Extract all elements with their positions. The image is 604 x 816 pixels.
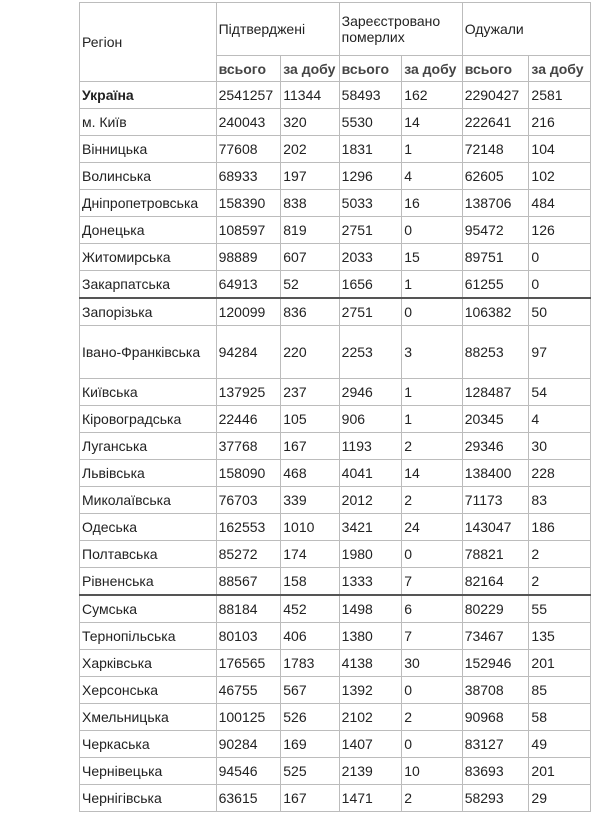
recovered-per-day-cell: 2581 bbox=[529, 82, 591, 109]
confirmed-total-cell: 158390 bbox=[216, 190, 281, 217]
recovered-total-cell: 143047 bbox=[462, 514, 529, 541]
deaths-per-day-cell: 14 bbox=[402, 109, 462, 136]
table-row bbox=[80, 568, 591, 596]
deaths-total-cell: 5033 bbox=[339, 190, 402, 217]
region-cell: Львівська bbox=[80, 460, 217, 487]
covid-stats-table bbox=[79, 2, 591, 812]
deaths-per-day-cell: 14 bbox=[402, 460, 462, 487]
recovered-per-day-cell: 186 bbox=[529, 514, 591, 541]
table-row bbox=[80, 785, 591, 812]
deaths-per-day-cell: 1 bbox=[402, 271, 462, 299]
header-recovered-total: всього bbox=[462, 56, 529, 82]
deaths-total-cell: 1333 bbox=[339, 568, 402, 596]
table-row bbox=[80, 487, 591, 514]
confirmed-total-cell: 76703 bbox=[216, 487, 281, 514]
confirmed-total-cell: 68933 bbox=[216, 163, 281, 190]
confirmed-per-day-cell: 237 bbox=[281, 379, 339, 406]
recovered-per-day-cell: 0 bbox=[529, 271, 591, 299]
deaths-total-cell: 1407 bbox=[339, 731, 402, 758]
confirmed-per-day-cell: 169 bbox=[281, 731, 339, 758]
deaths-per-day-cell: 1 bbox=[402, 406, 462, 433]
table-row bbox=[80, 514, 591, 541]
deaths-per-day-cell: 24 bbox=[402, 514, 462, 541]
region-cell: Кіровоградська bbox=[80, 406, 217, 433]
recovered-total-cell: 72148 bbox=[462, 136, 529, 163]
confirmed-per-day-cell: 567 bbox=[281, 677, 339, 704]
recovered-total-cell: 128487 bbox=[462, 379, 529, 406]
recovered-total-cell: 71173 bbox=[462, 487, 529, 514]
recovered-per-day-cell: 49 bbox=[529, 731, 591, 758]
confirmed-per-day-cell: 202 bbox=[281, 136, 339, 163]
region-cell: Запорізька bbox=[80, 298, 217, 326]
confirmed-per-day-cell: 452 bbox=[281, 595, 339, 623]
header-deaths-total: всього bbox=[339, 56, 402, 82]
recovered-total-cell: 106382 bbox=[462, 298, 529, 326]
recovered-total-cell: 152946 bbox=[462, 650, 529, 677]
table-row bbox=[80, 136, 591, 163]
table-row bbox=[80, 406, 591, 433]
deaths-total-cell: 4041 bbox=[339, 460, 402, 487]
region-cell: Тернопільська bbox=[80, 623, 217, 650]
table-row bbox=[80, 541, 591, 568]
header-deaths: Зареєстровано померлих bbox=[339, 3, 462, 56]
confirmed-per-day-cell: 836 bbox=[281, 298, 339, 326]
table-row bbox=[80, 758, 591, 785]
deaths-total-cell: 2253 bbox=[339, 326, 402, 379]
deaths-total-cell: 1980 bbox=[339, 541, 402, 568]
confirmed-per-day-cell: 11344 bbox=[281, 82, 339, 109]
recovered-total-cell: 78821 bbox=[462, 541, 529, 568]
table-row bbox=[80, 677, 591, 704]
confirmed-per-day-cell: 339 bbox=[281, 487, 339, 514]
recovered-per-day-cell: 2 bbox=[529, 568, 591, 596]
header-confirmed-per-day: за добу bbox=[281, 56, 339, 82]
recovered-total-cell: 83693 bbox=[462, 758, 529, 785]
table-row bbox=[80, 109, 591, 136]
region-cell: Волинська bbox=[80, 163, 217, 190]
table-row bbox=[80, 326, 591, 379]
recovered-per-day-cell: 201 bbox=[529, 650, 591, 677]
confirmed-total-cell: 46755 bbox=[216, 677, 281, 704]
recovered-total-cell: 73467 bbox=[462, 623, 529, 650]
confirmed-per-day-cell: 1783 bbox=[281, 650, 339, 677]
region-cell: Луганська bbox=[80, 433, 217, 460]
confirmed-total-cell: 37768 bbox=[216, 433, 281, 460]
recovered-per-day-cell: 54 bbox=[529, 379, 591, 406]
confirmed-total-cell: 2541257 bbox=[216, 82, 281, 109]
recovered-per-day-cell: 4 bbox=[529, 406, 591, 433]
table-row bbox=[80, 433, 591, 460]
confirmed-total-cell: 100125 bbox=[216, 704, 281, 731]
table-row bbox=[80, 460, 591, 487]
deaths-per-day-cell: 2 bbox=[402, 487, 462, 514]
confirmed-total-cell: 94284 bbox=[216, 326, 281, 379]
region-cell: Чернівецька bbox=[80, 758, 217, 785]
recovered-per-day-cell: 83 bbox=[529, 487, 591, 514]
deaths-total-cell: 1392 bbox=[339, 677, 402, 704]
deaths-per-day-cell: 7 bbox=[402, 623, 462, 650]
deaths-per-day-cell: 30 bbox=[402, 650, 462, 677]
deaths-per-day-cell: 0 bbox=[402, 731, 462, 758]
deaths-total-cell: 3421 bbox=[339, 514, 402, 541]
deaths-per-day-cell: 2 bbox=[402, 704, 462, 731]
confirmed-total-cell: 85272 bbox=[216, 541, 281, 568]
region-cell: Сумська bbox=[80, 595, 217, 623]
confirmed-per-day-cell: 468 bbox=[281, 460, 339, 487]
recovered-total-cell: 138400 bbox=[462, 460, 529, 487]
recovered-total-cell: 89751 bbox=[462, 244, 529, 271]
confirmed-total-cell: 108597 bbox=[216, 217, 281, 244]
recovered-total-cell: 222641 bbox=[462, 109, 529, 136]
confirmed-per-day-cell: 105 bbox=[281, 406, 339, 433]
deaths-total-cell: 1656 bbox=[339, 271, 402, 299]
deaths-per-day-cell: 4 bbox=[402, 163, 462, 190]
confirmed-per-day-cell: 167 bbox=[281, 785, 339, 812]
confirmed-total-cell: 137925 bbox=[216, 379, 281, 406]
header-row-groups bbox=[80, 3, 591, 56]
header-confirmed-total: всього bbox=[216, 56, 281, 82]
confirmed-total-cell: 88184 bbox=[216, 595, 281, 623]
table-row bbox=[80, 163, 591, 190]
deaths-total-cell: 2033 bbox=[339, 244, 402, 271]
region-cell: Вінницька bbox=[80, 136, 217, 163]
deaths-total-cell: 1831 bbox=[339, 136, 402, 163]
recovered-per-day-cell: 85 bbox=[529, 677, 591, 704]
confirmed-total-cell: 176565 bbox=[216, 650, 281, 677]
confirmed-per-day-cell: 525 bbox=[281, 758, 339, 785]
confirmed-total-cell: 80103 bbox=[216, 623, 281, 650]
confirmed-total-cell: 63615 bbox=[216, 785, 281, 812]
region-cell: Київська bbox=[80, 379, 217, 406]
header-region: Регіон bbox=[80, 3, 217, 82]
recovered-total-cell: 38708 bbox=[462, 677, 529, 704]
confirmed-total-cell: 94546 bbox=[216, 758, 281, 785]
confirmed-per-day-cell: 220 bbox=[281, 326, 339, 379]
deaths-per-day-cell: 15 bbox=[402, 244, 462, 271]
region-cell: Чернігівська bbox=[80, 785, 217, 812]
deaths-total-cell: 58493 bbox=[339, 82, 402, 109]
region-cell: Житомирська bbox=[80, 244, 217, 271]
deaths-total-cell: 1498 bbox=[339, 595, 402, 623]
confirmed-per-day-cell: 406 bbox=[281, 623, 339, 650]
recovered-per-day-cell: 0 bbox=[529, 244, 591, 271]
recovered-per-day-cell: 97 bbox=[529, 326, 591, 379]
recovered-per-day-cell: 50 bbox=[529, 298, 591, 326]
recovered-per-day-cell: 58 bbox=[529, 704, 591, 731]
deaths-total-cell: 2946 bbox=[339, 379, 402, 406]
recovered-total-cell: 29346 bbox=[462, 433, 529, 460]
table-row bbox=[80, 271, 591, 299]
recovered-total-cell: 83127 bbox=[462, 731, 529, 758]
header-recovered: Одужали bbox=[462, 3, 590, 56]
recovered-total-cell: 80229 bbox=[462, 595, 529, 623]
recovered-total-cell: 20345 bbox=[462, 406, 529, 433]
recovered-total-cell: 61255 bbox=[462, 271, 529, 299]
region-cell: Донецька bbox=[80, 217, 217, 244]
deaths-total-cell: 906 bbox=[339, 406, 402, 433]
deaths-per-day-cell: 3 bbox=[402, 326, 462, 379]
table-row-total bbox=[80, 82, 591, 109]
region-cell: Закарпатська bbox=[80, 271, 217, 299]
recovered-per-day-cell: 484 bbox=[529, 190, 591, 217]
deaths-per-day-cell: 6 bbox=[402, 595, 462, 623]
deaths-total-cell: 5530 bbox=[339, 109, 402, 136]
deaths-total-cell: 1380 bbox=[339, 623, 402, 650]
deaths-per-day-cell: 16 bbox=[402, 190, 462, 217]
region-cell: Миколаївська bbox=[80, 487, 217, 514]
recovered-per-day-cell: 102 bbox=[529, 163, 591, 190]
confirmed-total-cell: 64913 bbox=[216, 271, 281, 299]
recovered-total-cell: 88253 bbox=[462, 326, 529, 379]
region-cell: Дніпропетровська bbox=[80, 190, 217, 217]
recovered-per-day-cell: 104 bbox=[529, 136, 591, 163]
deaths-per-day-cell: 1 bbox=[402, 136, 462, 163]
region-cell: Івано-Франківська bbox=[80, 326, 217, 379]
recovered-total-cell: 90968 bbox=[462, 704, 529, 731]
deaths-total-cell: 2751 bbox=[339, 298, 402, 326]
table-row bbox=[80, 731, 591, 758]
deaths-total-cell: 1193 bbox=[339, 433, 402, 460]
deaths-per-day-cell: 7 bbox=[402, 568, 462, 596]
deaths-per-day-cell: 2 bbox=[402, 785, 462, 812]
confirmed-total-cell: 158090 bbox=[216, 460, 281, 487]
confirmed-total-cell: 240043 bbox=[216, 109, 281, 136]
deaths-per-day-cell: 0 bbox=[402, 217, 462, 244]
confirmed-total-cell: 22446 bbox=[216, 406, 281, 433]
deaths-total-cell: 1471 bbox=[339, 785, 402, 812]
confirmed-per-day-cell: 838 bbox=[281, 190, 339, 217]
deaths-per-day-cell: 162 bbox=[402, 82, 462, 109]
region-cell: Рівненська bbox=[80, 568, 217, 596]
deaths-per-day-cell: 1 bbox=[402, 379, 462, 406]
confirmed-per-day-cell: 320 bbox=[281, 109, 339, 136]
deaths-per-day-cell: 0 bbox=[402, 298, 462, 326]
confirmed-per-day-cell: 52 bbox=[281, 271, 339, 299]
region-cell: Херсонська bbox=[80, 677, 217, 704]
recovered-total-cell: 95472 bbox=[462, 217, 529, 244]
deaths-per-day-cell: 0 bbox=[402, 677, 462, 704]
table-row bbox=[80, 298, 591, 326]
deaths-total-cell: 2751 bbox=[339, 217, 402, 244]
confirmed-per-day-cell: 819 bbox=[281, 217, 339, 244]
table-row bbox=[80, 190, 591, 217]
confirmed-total-cell: 98889 bbox=[216, 244, 281, 271]
region-cell: Полтавська bbox=[80, 541, 217, 568]
recovered-per-day-cell: 2 bbox=[529, 541, 591, 568]
recovered-total-cell: 2290427 bbox=[462, 82, 529, 109]
recovered-per-day-cell: 29 bbox=[529, 785, 591, 812]
header-confirmed: Підтверджені bbox=[216, 3, 339, 56]
table-row bbox=[80, 379, 591, 406]
confirmed-total-cell: 162553 bbox=[216, 514, 281, 541]
recovered-per-day-cell: 135 bbox=[529, 623, 591, 650]
table-row bbox=[80, 595, 591, 623]
recovered-per-day-cell: 216 bbox=[529, 109, 591, 136]
region-cell: м. Київ bbox=[80, 109, 217, 136]
recovered-total-cell: 58293 bbox=[462, 785, 529, 812]
region-cell: Харківська bbox=[80, 650, 217, 677]
deaths-total-cell: 4138 bbox=[339, 650, 402, 677]
region-cell: Одеська bbox=[80, 514, 217, 541]
deaths-per-day-cell: 0 bbox=[402, 541, 462, 568]
confirmed-per-day-cell: 607 bbox=[281, 244, 339, 271]
confirmed-per-day-cell: 1010 bbox=[281, 514, 339, 541]
deaths-per-day-cell: 2 bbox=[402, 433, 462, 460]
deaths-total-cell: 2012 bbox=[339, 487, 402, 514]
region-cell: Україна bbox=[80, 82, 217, 109]
table-row bbox=[80, 217, 591, 244]
confirmed-per-day-cell: 167 bbox=[281, 433, 339, 460]
recovered-per-day-cell: 201 bbox=[529, 758, 591, 785]
region-cell: Черкаська bbox=[80, 731, 217, 758]
confirmed-total-cell: 77608 bbox=[216, 136, 281, 163]
recovered-total-cell: 138706 bbox=[462, 190, 529, 217]
confirmed-total-cell: 120099 bbox=[216, 298, 281, 326]
recovered-per-day-cell: 126 bbox=[529, 217, 591, 244]
deaths-total-cell: 2139 bbox=[339, 758, 402, 785]
confirmed-per-day-cell: 197 bbox=[281, 163, 339, 190]
confirmed-per-day-cell: 526 bbox=[281, 704, 339, 731]
confirmed-total-cell: 88567 bbox=[216, 568, 281, 596]
deaths-total-cell: 2102 bbox=[339, 704, 402, 731]
deaths-total-cell: 1296 bbox=[339, 163, 402, 190]
header-deaths-per-day: за добу bbox=[402, 56, 462, 82]
header-recovered-per-day: за добу bbox=[529, 56, 591, 82]
table-row bbox=[80, 623, 591, 650]
recovered-total-cell: 62605 bbox=[462, 163, 529, 190]
recovered-per-day-cell: 228 bbox=[529, 460, 591, 487]
table-row bbox=[80, 650, 591, 677]
confirmed-per-day-cell: 158 bbox=[281, 568, 339, 596]
confirmed-per-day-cell: 174 bbox=[281, 541, 339, 568]
table-row bbox=[80, 244, 591, 271]
region-cell: Хмельницька bbox=[80, 704, 217, 731]
confirmed-total-cell: 90284 bbox=[216, 731, 281, 758]
recovered-per-day-cell: 55 bbox=[529, 595, 591, 623]
recovered-total-cell: 82164 bbox=[462, 568, 529, 596]
table-row bbox=[80, 704, 591, 731]
recovered-per-day-cell: 30 bbox=[529, 433, 591, 460]
deaths-per-day-cell: 10 bbox=[402, 758, 462, 785]
